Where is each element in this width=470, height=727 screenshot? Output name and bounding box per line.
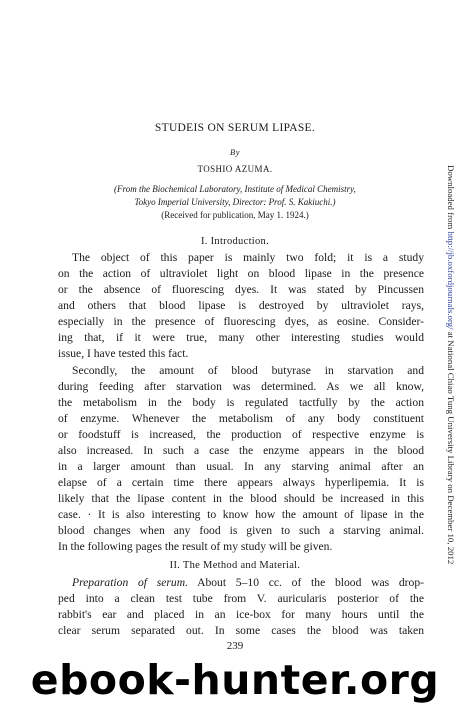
byline-label: By <box>230 147 240 157</box>
body-line: ing that, if it were true, many other interesting studies would <box>58 331 424 344</box>
body-text: About 5–10 cc. of the blood was drop- <box>187 576 424 589</box>
body-line: during feeding after starvation was determined. As we all know, <box>58 380 424 393</box>
body-line: ped into a clean test tube from V. auricularis posterior of the <box>58 592 424 605</box>
download-notice-prefix: Downloaded from <box>446 165 456 232</box>
body-line: or the absence of fluorescing dyes. It was stated by Pincussen <box>58 283 424 296</box>
section-heading-method: II. The Method and Material. <box>169 560 301 571</box>
journal-link[interactable]: http://jb.oxfordjournals.org/ <box>446 231 456 330</box>
body-line: blood changes when any food is given to such a starving animal. <box>58 524 424 537</box>
body-line: of enzyme. Whenever the metabolism of any body constituent <box>58 412 424 425</box>
body-line: issue, I have tested this fact. <box>58 347 189 360</box>
body-line: and others that blood lipase is destroyed by ultraviolet rays, <box>58 299 424 312</box>
affiliation-line-2: Tokyo Imperial University, Director: Prof. S. Kakiuchi.) <box>134 197 336 207</box>
body-line: likely that the lipase content in the blood should be increased in this <box>58 492 424 505</box>
body-line: In the following pages the result of my study will be given. <box>58 540 333 553</box>
body-line <box>72 575 424 591</box>
received-date: (Received for publication, May 1. 1924.) <box>161 210 309 220</box>
body-line: case. · It is also interesting to know how the amount of lipase in the <box>58 508 424 521</box>
body-line: or foodstuff is increased, the production of respective enzyme is <box>58 428 424 441</box>
body-line: elapse of a certain time there appears always hyperlipemia. It is <box>58 476 424 489</box>
author-name: TOSHIO AZUMA. <box>197 164 273 174</box>
body-line: on the action of ultraviolet light on blood lipase in the presence <box>58 267 424 280</box>
affiliation-line-1: (From the Biochemical Laboratory, Institute of Medical Chemistry, <box>114 184 356 194</box>
body-line: The object of this paper is mainly two fold; it is a study <box>72 251 424 264</box>
page-number: 239 <box>226 640 244 652</box>
subheading-italic: Preparation of serum. <box>72 576 188 589</box>
body-line: Secondly, the amount of blood butyrase in starvation and <box>72 364 424 377</box>
download-notice <box>442 165 456 645</box>
download-notice-suffix: at National Chiao Tung University Library on December 10, 2012 <box>446 329 456 565</box>
body-line: rabbit's ear and placed in an ice-box for many hours until the <box>58 608 424 621</box>
body-line: in a larger amount than usual. In any starving animal after an <box>58 460 424 473</box>
watermark-logo: ebook-hunter.org <box>30 656 440 704</box>
section-heading-introduction: I. Introduction. <box>200 236 270 247</box>
body-line: especially in the presence of fluorescing dyes, as eosine. Consider- <box>58 315 424 328</box>
body-line: clear serum separated out. In some cases the blood was taken <box>58 624 424 637</box>
article-title: STUDEIS ON SERUM LIPASE. <box>154 122 316 134</box>
body-line: the metabolism in the body is regulated tactfully by the action <box>58 396 424 409</box>
body-line: also increased. In such a case the enzyme appears in the blood <box>58 444 424 457</box>
